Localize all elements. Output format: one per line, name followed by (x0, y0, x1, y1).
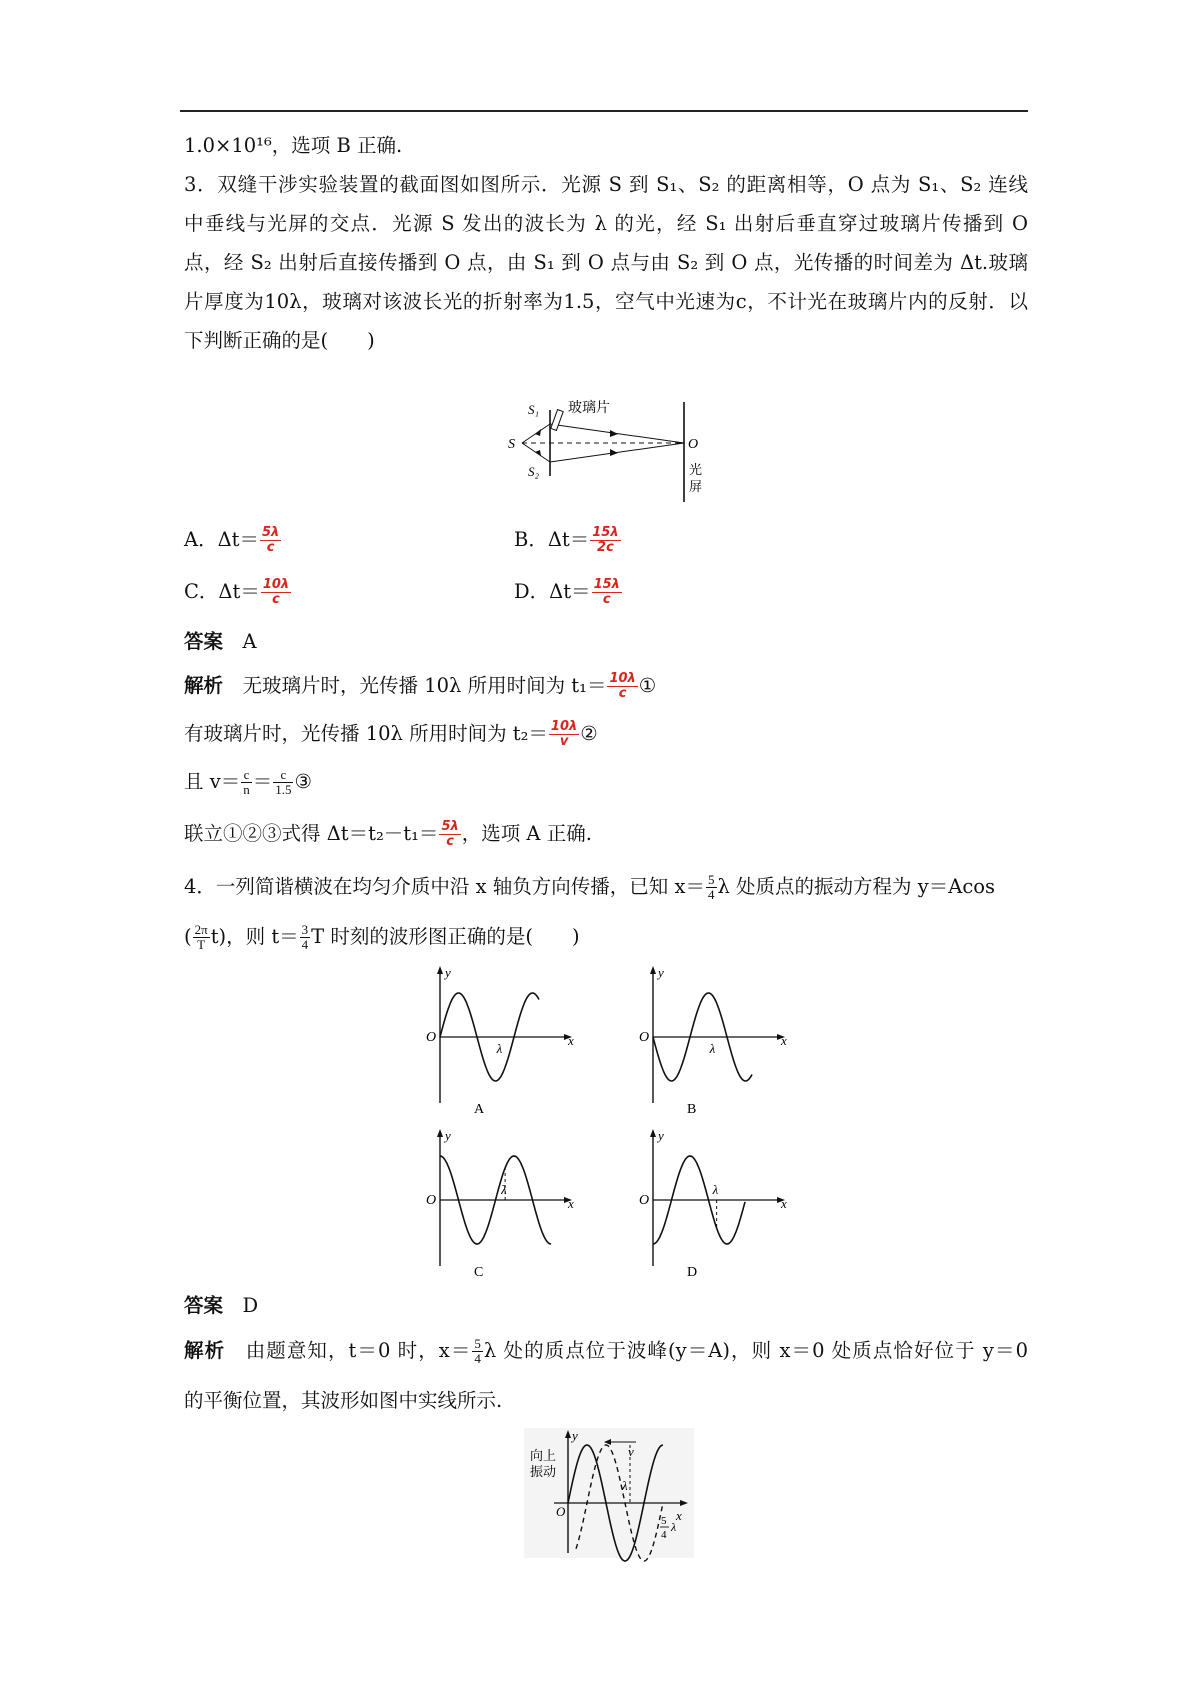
answer-label: 答案 (184, 630, 224, 653)
q4-solution-line2: 的平衡位置，其波形如图中实线所示. (184, 1389, 503, 1412)
double-slit-diagram (500, 398, 720, 510)
wave-graph-c[interactable] (418, 1128, 588, 1278)
glass-plate (551, 410, 563, 431)
analysis-label: 解析 (184, 1339, 226, 1362)
ray-arrow-1 (610, 430, 618, 437)
q4-solution-line1: 解析 由题意知，t＝0 时，x＝ $\frac{5}{4}$ λ 处的质点位于波峰(y＝A)，则 x＝0 处质点恰好位于 y＝0 (184, 1336, 1028, 1366)
y-axis-arrow (650, 1129, 656, 1137)
fig2-frac-den: 4 (661, 1529, 667, 1541)
origin-label: O (426, 1193, 437, 1208)
q4-text-line1: 4．一列简谐横波在均匀介质中沿 x 轴负方向传播，已知 x＝ $\frac{5}{4}$ λ 处质点的振动方程为 y＝Acos (184, 872, 996, 902)
option-c-fraction: $\frac{10\lambda}{c}$ (262, 577, 290, 607)
wave-graph-d[interactable] (631, 1128, 801, 1278)
fig2-up-1: 向上 (530, 1448, 557, 1463)
fig2-frac-num: 5 (661, 1515, 667, 1527)
label-S: S (508, 437, 515, 452)
answer-value: D (242, 1294, 259, 1317)
graph-caption: A (474, 1102, 485, 1117)
label-S1: S₁ (528, 402, 540, 417)
fig2-O: O (556, 1504, 566, 1519)
q3-text-line5: 下判断正确的是( ) (184, 329, 375, 352)
lambda-label: λ (709, 1041, 716, 1056)
fig2-x: x (676, 1508, 682, 1523)
x-label: x (568, 1033, 574, 1048)
label-O: O (688, 437, 699, 452)
analysis-label: 解析 (184, 674, 224, 697)
ray-arrow-3 (535, 429, 541, 436)
answer-value: A (242, 630, 257, 653)
option-b[interactable] (514, 526, 622, 555)
q4-answer (184, 1292, 258, 1320)
option-d-label: D．Δt＝ (514, 580, 591, 603)
q4-text-line2: ( $\frac{2\pi}{T}$ t)，则 t＝ $\frac{3}{4}$ T 时刻的波形图正确的是( ) (184, 922, 580, 952)
fig2-lambda: λ (622, 1478, 628, 1493)
previous-answer-tail: 1.0×10¹⁶，选项 B 正确. (184, 134, 403, 157)
x-label: x (568, 1196, 574, 1211)
option-a-fraction: $\frac{5\lambda}{c}$ (262, 525, 280, 555)
fig2-v: v (628, 1444, 634, 1459)
q3-text-line1: 3．双缝干涉实验装置的截面图如图所示．光源 S 到 S₁、S₂ 的距离相等，O 点为 S₁、S₂ 连线 (184, 173, 1028, 196)
y-label: y (658, 965, 664, 980)
graph-caption: B (687, 1102, 697, 1117)
label-screen-1: 光 (689, 462, 703, 477)
wave-graph-b[interactable] (631, 965, 801, 1115)
fig2-y: y (572, 1428, 578, 1443)
label-glass: 玻璃片 (568, 401, 610, 416)
q3-text-line4: 片厚度为10λ，玻璃对该波长光的折射率为1.5，空气中光速为c，不计光在玻璃片内的反射．以 (184, 290, 1028, 313)
option-d-fraction: $\frac{15\lambda}{c}$ (593, 577, 620, 607)
option-c[interactable] (184, 578, 292, 607)
q3-text-line3: 点，经 S₂ 出射后直接传播到 O 点，由 S₁ 到 O 点与由 S₂ 到 O 点，光传播的时间差为 Δt.玻璃 (184, 251, 1028, 274)
option-b-label: B．Δt＝ (514, 528, 590, 551)
fig2-frac-tail: λ (671, 1520, 677, 1534)
option-d[interactable] (514, 578, 623, 607)
lambda-label: λ (712, 1182, 719, 1197)
q3-solution-line2: 有玻璃片时，光传播 10λ 所用时间为 t₂＝ $\frac{10\lambda}{v}$ ② (184, 719, 598, 749)
label-S2: S₂ (528, 464, 540, 479)
q3-solution-line4: 联立①②③式得 Δt＝t₂－t₁＝ $\frac{5\lambda}{c}$ ，选项 A 正确. (184, 819, 592, 849)
option-b-fraction: $\frac{15\lambda}{2c}$ (592, 525, 619, 555)
y-label: y (445, 965, 451, 980)
label-screen-2: 屏 (689, 479, 703, 494)
lambda-label: λ (496, 1041, 503, 1056)
fig2-up-2: 振动 (530, 1464, 557, 1479)
lambda-label: λ (501, 1182, 507, 1197)
wave-graph-a[interactable] (418, 965, 588, 1115)
y-axis-arrow (437, 1129, 443, 1137)
y-axis-arrow (437, 966, 443, 974)
origin-label: O (639, 1030, 650, 1045)
header-rule (180, 110, 1028, 112)
q3-answer (184, 628, 257, 656)
solution-wave-figure (524, 1428, 694, 1558)
option-a[interactable] (184, 526, 282, 555)
option-c-label: C．Δt＝ (184, 580, 260, 603)
x-label: x (781, 1196, 787, 1211)
option-a-label: A．Δt＝ (184, 528, 260, 551)
x-label: x (781, 1033, 787, 1048)
q3-text-line2: 中垂线与光屏的交点．光源 S 发出的波长为 λ 的光，经 S₁ 出射后垂直穿过玻璃片传播到 O (184, 212, 1028, 235)
answer-label: 答案 (184, 1294, 224, 1317)
origin-label: O (426, 1030, 437, 1045)
graph-caption: C (474, 1265, 484, 1280)
y-label: y (658, 1128, 664, 1143)
y-axis-arrow (650, 966, 656, 974)
ray-arrow-2 (610, 449, 618, 456)
origin-label: O (639, 1193, 650, 1208)
q3-solution-line1: 解析 无玻璃片时，光传播 10λ 所用时间为 t₁＝ $\frac{10\lambda}{c}$ ① (184, 671, 657, 701)
q3-solution-line3: 且 v＝ $\frac{c}{n}$ ＝ $\frac{c}{1.5}$ ③ (184, 767, 312, 797)
graph-caption: D (687, 1265, 698, 1280)
y-label: y (445, 1128, 451, 1143)
